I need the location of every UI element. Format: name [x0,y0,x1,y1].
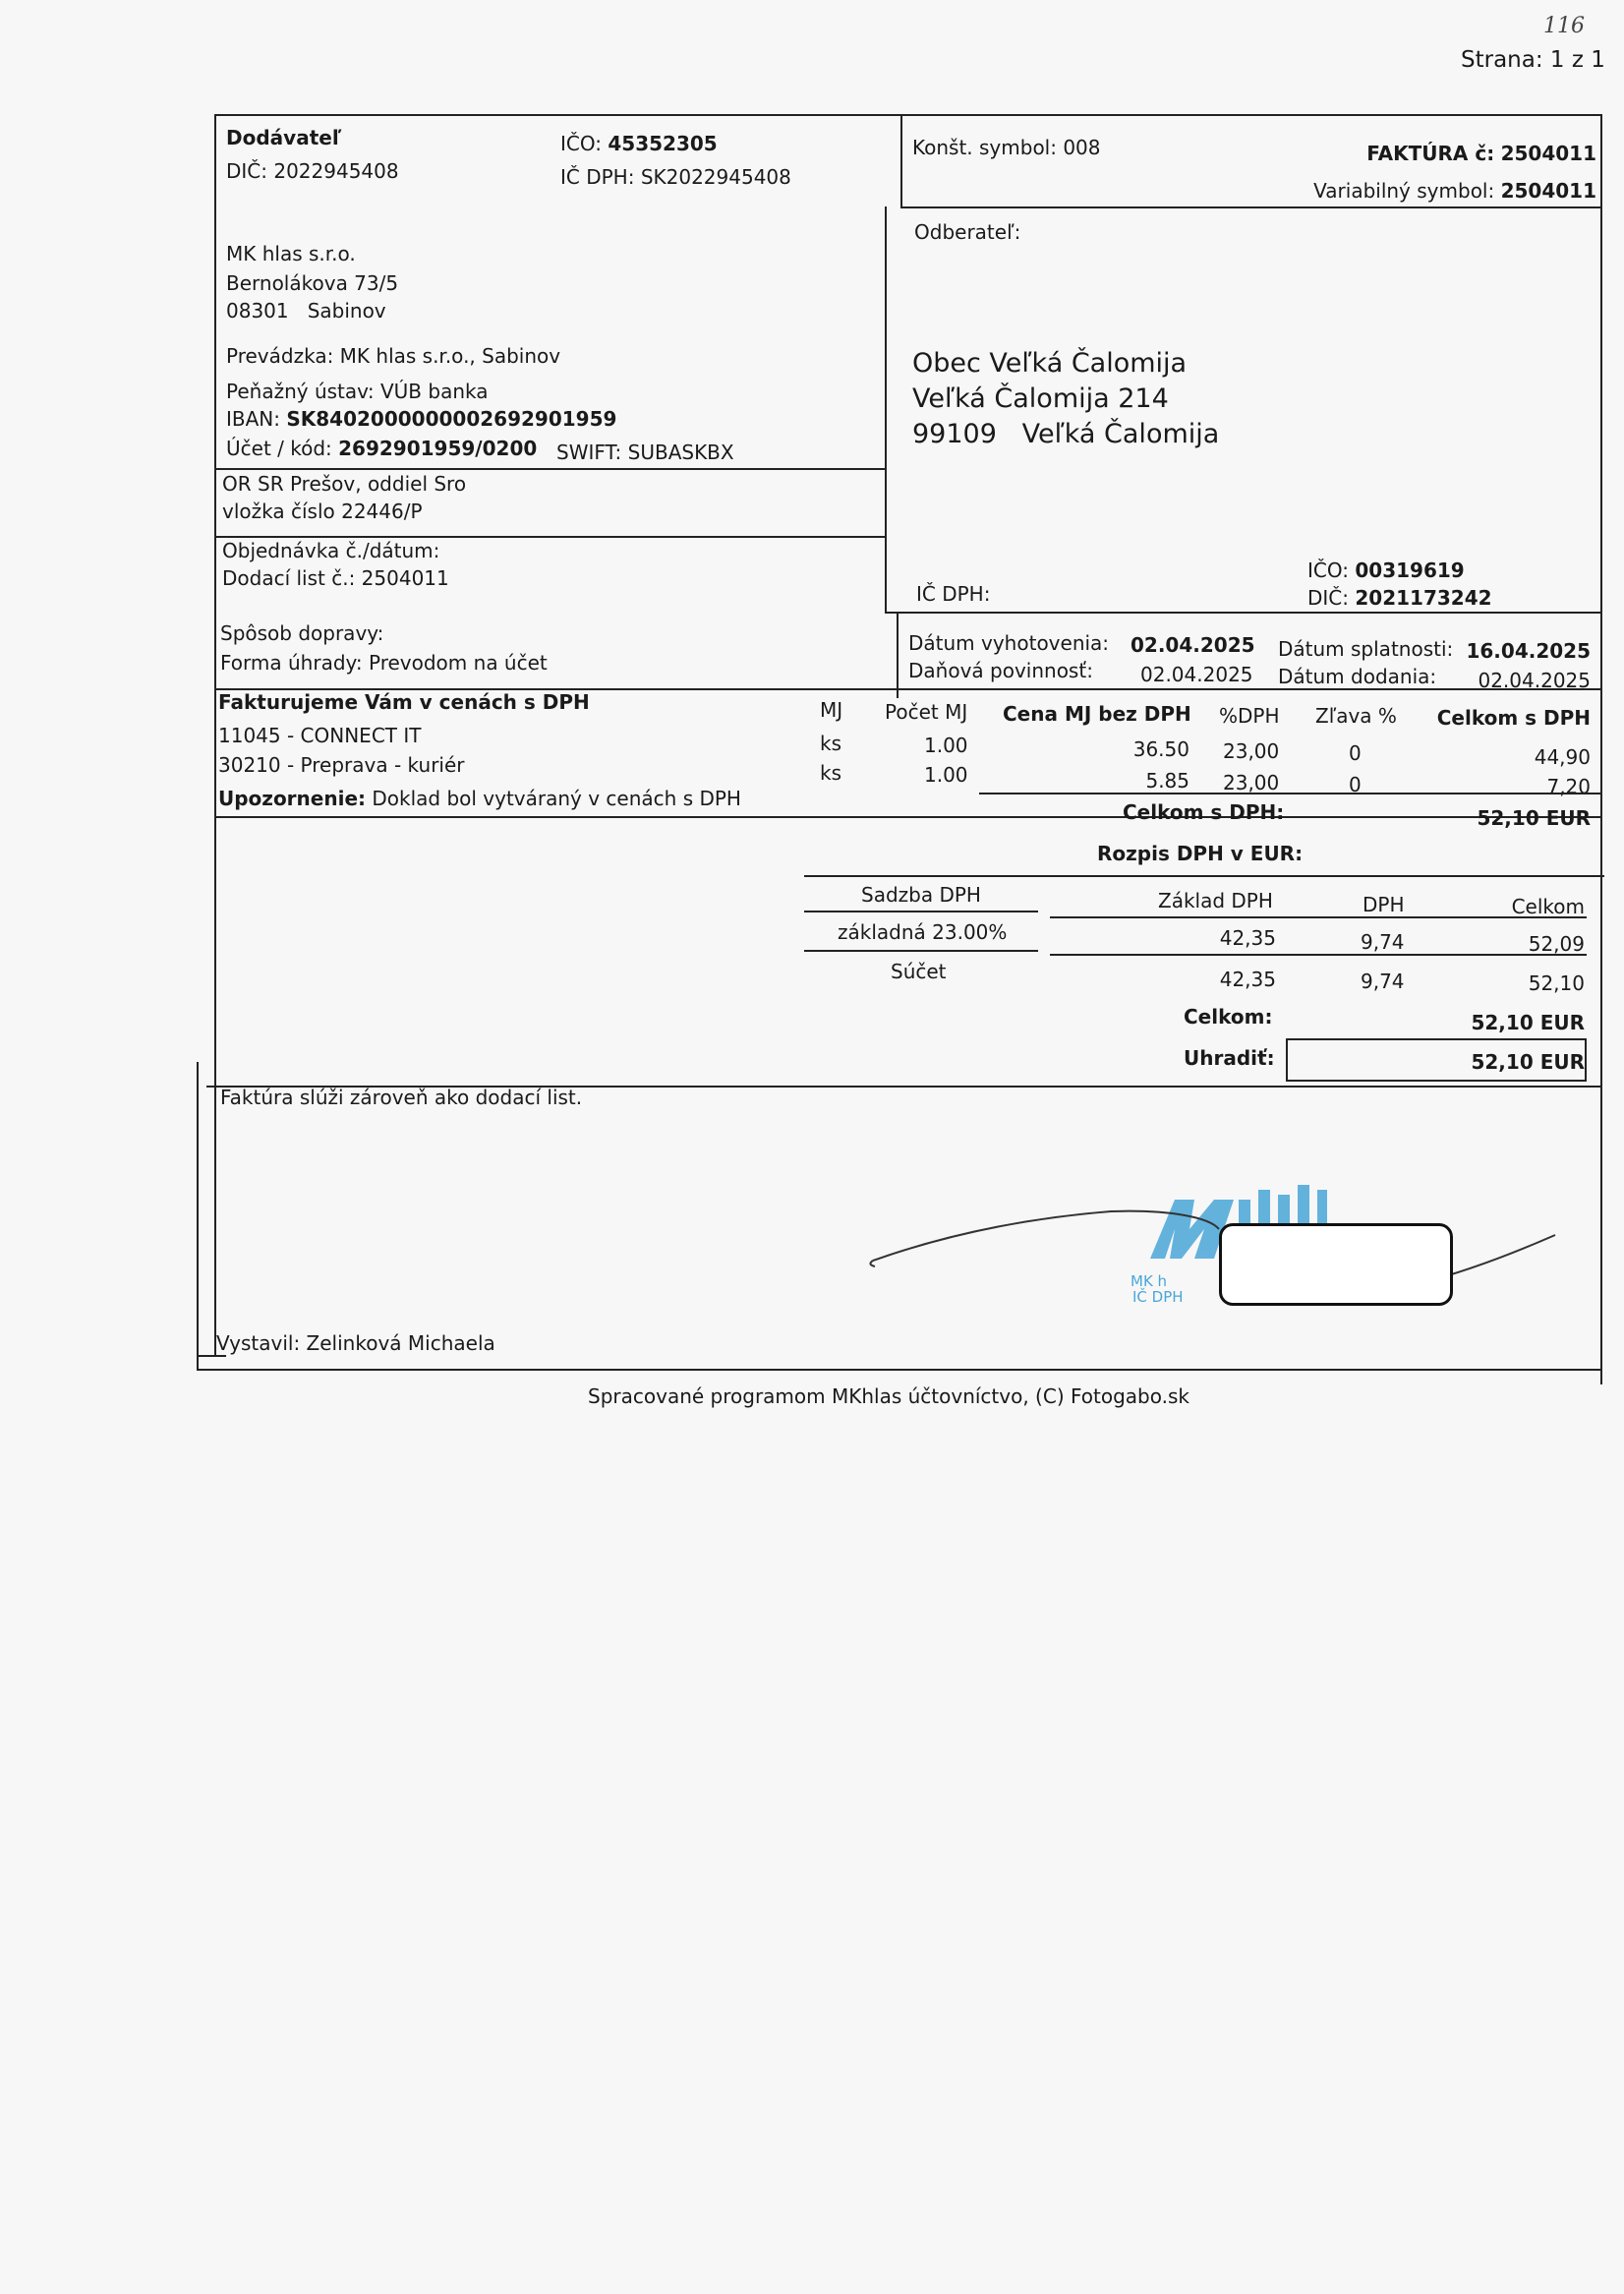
pay-value: 52,10 EUR [1471,1050,1585,1074]
notice-label: Upozornenie: [218,787,366,810]
item-mj: ks [820,761,842,785]
vat-col-total: Celkom [1511,895,1585,918]
supplier-title: Dodávateľ [226,126,342,149]
vat-rule-1 [804,911,1038,912]
vat-col-vat: DPH [1363,893,1405,916]
customer-city: 99109 Veľká Čalomija [912,419,1220,449]
iban-value: SK8402000000002692901959 [286,407,617,431]
supplier-prevadzka: Prevádzka: MK hlas s.r.o., Sabinov [226,344,561,368]
vat-col-base: Základ DPH [1158,889,1273,912]
customer-title: Odberateľ: [914,220,1021,244]
invoice-title-label: FAKTÚRA č: [1366,142,1495,165]
invoice-number: 2504011 [1500,142,1596,165]
item-discount: 0 [1349,773,1362,796]
items-rule [979,793,1600,794]
items-total-value: 52,10 EUR [1477,806,1591,830]
tax-label: Daňová povinnosť: [908,659,1093,682]
issued-label: Dátum vyhotovenia: [908,631,1110,655]
transport-label: Spôsob dopravy: [220,621,384,645]
supplier-ico-label: IČO: [560,132,602,155]
item-discount: 0 [1349,741,1362,765]
variable-symbol [1313,179,1596,203]
item-vat: 23,00 [1223,739,1280,763]
col-vat: %DPH [1219,704,1280,728]
customer-icdph: IČ DPH: [916,582,991,606]
customer-ico-label: IČO: [1307,559,1349,582]
vat-sum-base: 42,35 [1219,968,1276,991]
payment-method: Forma úhrady: Prevodom na účet [220,651,548,675]
vat-sum-vat: 9,74 [1361,970,1405,993]
supplier-swift: SWIFT: SUBASKBX [556,441,734,464]
vat-sum-total: 52,10 [1528,971,1585,995]
tax-date: 02.04.2025 [1140,663,1253,686]
customer-dic-label: DIČ: [1307,586,1350,610]
invoice-title [1366,142,1596,165]
variable-symbol-label: Variabilný symbol: [1313,179,1495,203]
supplier-name: MK hlas s.r.o. [226,242,356,265]
due-date: 16.04.2025 [1466,639,1591,663]
account-value: 2692901959/0200 [338,437,538,460]
due-label: Dátum splatnosti: [1278,637,1454,661]
customer-dic [1307,586,1492,610]
item-name: 11045 - CONNECT IT [218,724,422,747]
page-number: Strana: 1 z 1 [1461,47,1605,73]
col-discount: Zľava % [1315,704,1397,728]
vat-row-base: 42,35 [1219,926,1276,950]
vat-rule-2 [1050,916,1587,918]
customer-street: Veľká Čalomija 214 [912,383,1169,414]
handwritten-annotation: 116 [1543,14,1585,38]
vat-row-rate: základná 23.00% [838,920,1008,944]
supplier-icdph: IČ DPH: SK2022945408 [560,165,791,189]
supplier-register-2: vložka číslo 22446/P [222,500,423,523]
variable-symbol-value: 2504011 [1500,179,1596,203]
vat-heading: Rozpis DPH v EUR: [1097,842,1304,865]
item-qty: 1.00 [924,763,968,787]
items-notice [218,787,741,810]
iban-label: IBAN: [226,407,280,431]
customer-name: Obec Veľká Čalomija [912,348,1188,379]
konst-symbol: Konšt. symbol: 008 [912,136,1101,159]
signature [855,1200,1563,1318]
supplier-account [226,437,537,460]
vat-rule-top [804,875,1604,877]
supplier-ico [560,132,718,155]
redacted-signature [1219,1223,1453,1306]
item-qty: 1.00 [924,734,968,757]
item-price: 5.85 [1145,769,1189,793]
customer-ico-value: 00319619 [1355,559,1465,582]
vat-rule-4 [1050,954,1587,956]
item-total: 7,20 [1546,775,1591,798]
stamp-text-2: IČ DPH [1132,1288,1184,1306]
item-price: 36.50 [1132,737,1189,761]
supplier-dic: DIČ: 2022945408 [226,159,399,183]
pay-label: Uhradiť: [1184,1046,1275,1070]
supplier-iban [226,407,616,431]
supplier-register-1: OR SR Prešov, oddiel Sro [222,472,467,496]
vat-row-total: 52,09 [1528,932,1585,956]
col-qty: Počet MJ [885,700,968,724]
vat-rule-3 [804,950,1038,952]
software-credit: Spracované programom MKhlas účtovníctvo, (C) Fotogabo.sk [588,1384,1189,1408]
grand-total-value: 52,10 EUR [1471,1011,1585,1034]
supplier-city: 08301 Sabinov [226,299,386,323]
vat-row-vat: 9,74 [1361,930,1405,954]
notice-text: Doklad bol vytváraný v cenách s DPH [372,787,741,810]
footer-note: Faktúra slúži zároveň ako dodací list. [220,1086,583,1109]
delivery-label: Dátum dodania: [1278,665,1437,688]
issued-by: Vystavil: Zelinková Michaela [216,1331,495,1355]
vat-col-rate: Sadzba DPH [861,883,981,907]
vat-sum-label: Súčet [891,960,947,983]
stamp-text-1: MK h [1131,1272,1168,1290]
order-label: Objednávka č./dátum: [222,539,440,562]
delivery-date: 02.04.2025 [1478,669,1591,692]
grand-total-label: Celkom: [1184,1005,1273,1029]
item-mj: ks [820,732,842,755]
item-total: 44,90 [1534,745,1591,769]
supplier-ico-value: 45352305 [608,132,718,155]
items-heading: Fakturujeme Vám v cenách s DPH [218,690,590,714]
account-label: Účet / kód: [226,437,332,460]
col-total: Celkom s DPH [1436,706,1591,730]
customer-dic-value: 2021173242 [1355,586,1492,610]
delivery-note: Dodací list č.: 2504011 [222,566,449,590]
customer-ico [1307,559,1465,582]
items-total-label: Celkom s DPH: [1123,800,1285,824]
col-mj: MJ [820,698,843,722]
supplier-street: Bernolákova 73/5 [226,271,399,295]
item-vat: 23,00 [1223,771,1280,794]
supplier-bank: Peňažný ústav: VÚB banka [226,380,489,403]
item-name: 30210 - Preprava - kuriér [218,753,465,777]
issued-date: 02.04.2025 [1131,633,1255,657]
col-price: Cena MJ bez DPH [1003,702,1191,726]
